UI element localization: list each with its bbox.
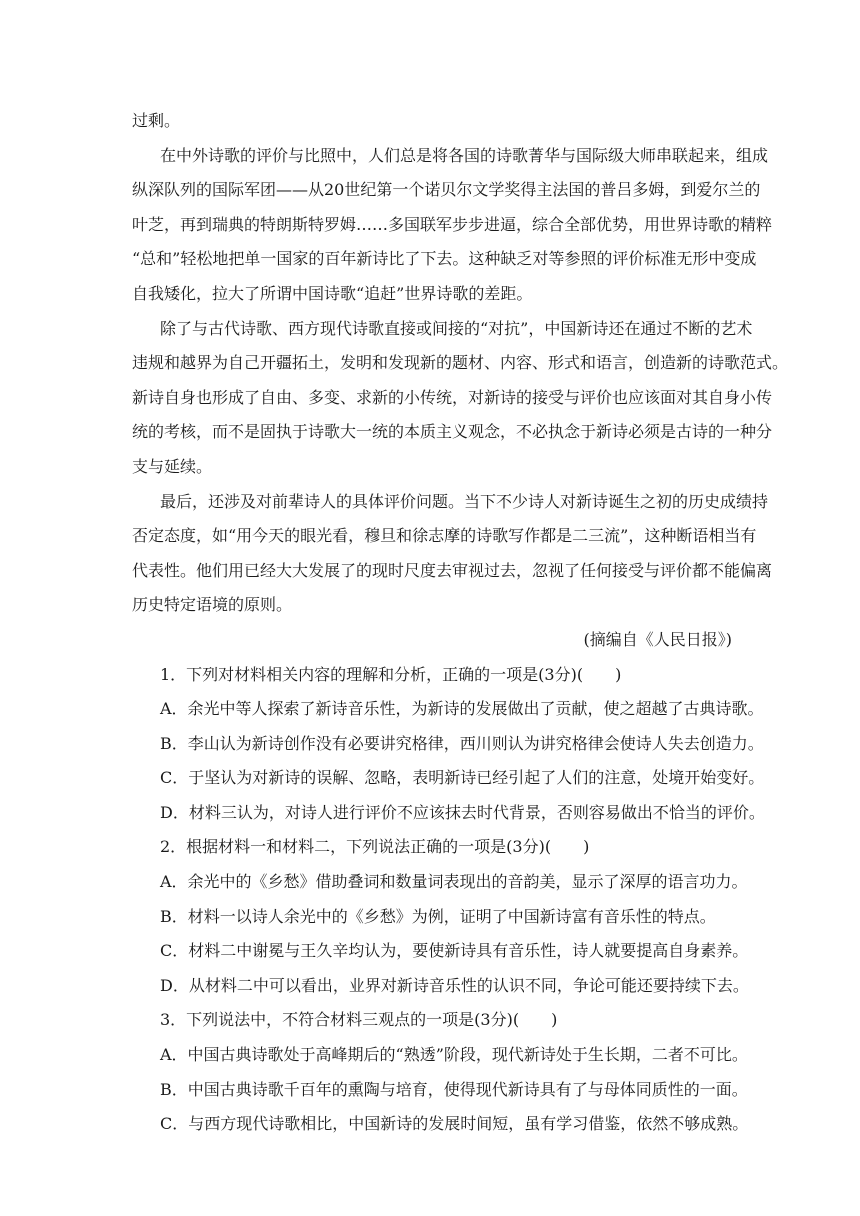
question-stem: 2．根据材料一和材料二，下列说法正确的一项是(3分)( ): [160, 837, 590, 857]
question: [132, 658, 765, 831]
paragraph-line: “总和”轻松地把单一国家的百年新诗比了下去。这种缺乏对等参照的评价标准无形中变成: [132, 249, 757, 269]
question: [132, 830, 749, 1003]
paragraph-line: 支与延续。: [132, 456, 213, 476]
answer-option: D．从材料二中可以看出，业界对新诗音乐性的认识不同，争论可能还要持续下去。: [160, 975, 749, 995]
question-stem: 1．下列对材料相关内容的理解和分析，正确的一项是(3分)( ): [160, 664, 622, 684]
paragraph-line: 除了与古代诗歌、西方现代诗歌直接或间接的“对抗”，中国新诗还在通过不断的艺术: [160, 318, 753, 338]
paragraph-line: 违规和越界为自己开疆拓土，发明和发现新的题材、内容、形式和语言，创造新的诗歌范式。: [132, 353, 789, 373]
paragraph-line: 过剩。: [132, 111, 181, 130]
answer-option: D．材料三认为，对诗人进行评价不应该抹去时代背景，否则容易做出不恰当的评价。: [160, 802, 765, 822]
paragraph-line: 统的考核，而不是固执于诗歌大一统的本质主义观念，不必执念于新诗必须是古诗的一种分: [132, 422, 773, 442]
answer-option: A．余光中等人探索了新诗音乐性，为新诗的发展做出了贡献，使之超越了古典诗歌。: [160, 699, 764, 719]
paragraph-line: 最后，还涉及对前辈诗人的具体评价问题。当下不少诗人对新诗诞生之初的历史成绩持: [160, 491, 769, 511]
question: [132, 1003, 749, 1141]
question-stem: 3．下列说法中，不符合材料三观点的一项是(3分)( ): [160, 1010, 558, 1030]
question-list: [132, 658, 765, 1142]
paragraph-line: 否定态度，如“用今天的眼光看，穆旦和徐志摩的诗歌写作都是二三流”，这种断语相当有: [132, 526, 757, 546]
paragraph-line: 历史特定语境的原则。: [132, 595, 293, 615]
paragraph-line: 叶芝，再到瑞典的特朗斯特罗姆……多国联军步步进逼，综合全部优势，用世界诗歌的精粹: [132, 214, 773, 234]
source-citation: (摘编自《人民日报》): [583, 629, 732, 649]
answer-option: B．中国古典诗歌千百年的熏陶与培育，使得现代新诗具有了与母体同质性的一面。: [160, 1079, 748, 1099]
paragraph-line: 新诗自身也形成了自由、多变、求新的小传统，对新诗的接受与评价也应该面对其自身小传: [132, 387, 773, 407]
passage: [132, 104, 789, 658]
answer-option: A．中国古典诗歌处于高峰期后的“熟透”阶段，现代新诗处于生长期，二者不可比。: [160, 1045, 748, 1065]
answer-option: B．材料一以诗人余光中的《乡愁》为例，证明了中国新诗富有音乐性的特点。: [160, 906, 716, 926]
paragraph-line: 自我矮化，拉大了所谓中国诗歌“追赶”世界诗歌的差距。: [132, 283, 533, 303]
paragraph-line: 在中外诗歌的评价与比照中，人们总是将各国的诗歌菁华与国际级大师串联起来，组成: [160, 145, 769, 165]
answer-option: A．余光中的《乡愁》借助叠词和数量词表现出的音韵美，显示了深厚的语言功力。: [160, 872, 748, 892]
answer-option: C．于坚认为对新诗的误解、忽略，表明新诗已经引起了人们的注意，处境开始变好。: [160, 768, 765, 788]
answer-option: B．李山认为新诗创作没有必要讲究格律，西川则认为讲究格律会使诗人失去创造力。: [160, 733, 764, 753]
paragraph-line: 代表性。他们用已经大大发展了的现时尺度去审视过去，忽视了任何接受与评价都不能偏离: [132, 560, 773, 580]
answer-option: C．材料二中谢冕与王久辛均认为，要使新诗具有音乐性，诗人就要提高自身素养。: [160, 941, 749, 961]
document-page: [132, 104, 789, 1142]
answer-option: C．与西方现代诗歌相比，中国新诗的发展时间短，虽有学习借鉴，依然不够成熟。: [160, 1114, 749, 1134]
paragraph-line: 纵深队列的国际军团——从20世纪第一个诺贝尔文学奖得主法国的普吕多姆，到爱尔兰的: [132, 180, 761, 200]
